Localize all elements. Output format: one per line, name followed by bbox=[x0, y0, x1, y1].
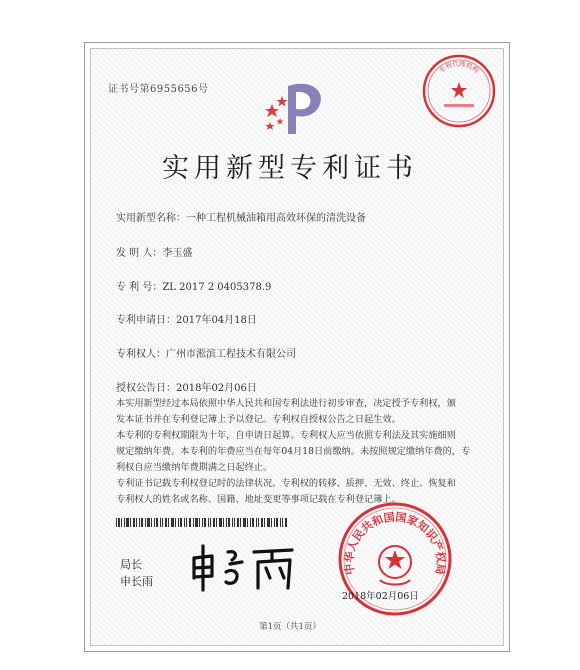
patent-office-logo bbox=[262, 78, 334, 138]
svg-text:中华人民共和国国家知识产权局: 中华人民共和国国家知识产权局 bbox=[342, 510, 448, 576]
agency-seal bbox=[420, 52, 498, 130]
body-line: 专利权人的姓名或名称、国籍、地址变更等事项记载在专利登记簿上。 bbox=[116, 494, 401, 505]
body-line: 本专利的专利权期限为十年，自申请日起算。专利权人应当依照专利法及其实施细则 bbox=[116, 430, 456, 441]
svg-text:专利代理机构: 专利代理机构 bbox=[437, 59, 481, 75]
body-line: 发本证书并在专利登记簿上予以登记。专利权自授权公告之日起生效。 bbox=[116, 414, 401, 425]
certificate-number: 证书号第6955656号 bbox=[108, 84, 209, 95]
body-line: 专利证书记载专利权登记时的法律状况。专利权的转移、质押、无效、终止、恢复和 bbox=[116, 478, 456, 489]
grant-date: 授权公告日：2018年02月06日 bbox=[116, 383, 257, 394]
filing-date: 专利申请日：2017年04月18日 bbox=[116, 315, 257, 326]
body-line: 利权自应当缴纳年费期满之日起终止。 bbox=[116, 462, 273, 473]
inventor: 发 明 人：李玉盛 bbox=[116, 248, 193, 259]
body-line: 规定缴纳年费。本专利的年费应当在每年04月18日前缴纳。未按照规定缴纳年费的，专 bbox=[116, 446, 471, 457]
signatory-name: 申长雨 bbox=[120, 575, 153, 588]
seal-date: 2018年02月06日 bbox=[342, 591, 419, 602]
page-footer: 第1页（共1页） bbox=[259, 622, 321, 632]
utility-model-name: 实用新型名称：一种工程机械油箱用高效环保的清洗设备 bbox=[116, 213, 366, 224]
signatory-title: 局长 bbox=[120, 558, 142, 571]
patent-holder: 专利权人：广州市淞滨工程技术有限公司 bbox=[116, 349, 296, 360]
body-line: 本实用新型经过本局依照中华人民共和国专利法进行初步审查，决定授予专利权，颁 bbox=[116, 398, 456, 409]
page-title: 实用新型专利证书 bbox=[162, 153, 418, 184]
handwritten-signature bbox=[188, 538, 300, 596]
barcode bbox=[116, 518, 288, 527]
patent-number: 专 利 号：ZL 2017 2 0405378.9 bbox=[116, 282, 272, 293]
